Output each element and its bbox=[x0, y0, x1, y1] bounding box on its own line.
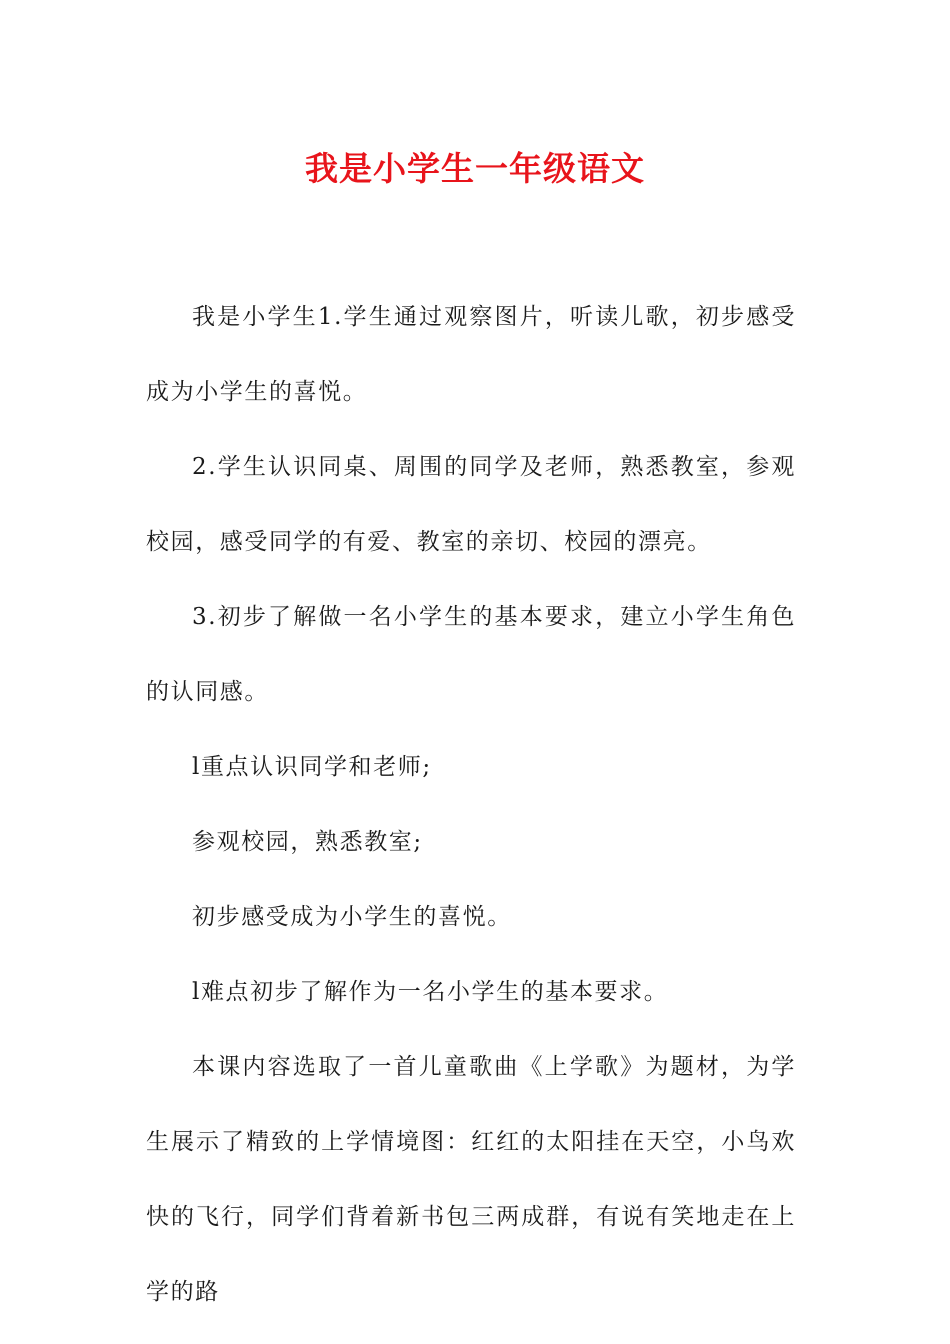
paragraph-1: 我是小学生1.学生通过观察图片，听读儿歌，初步感受成为小学生的喜悦。 bbox=[146, 304, 796, 405]
paragraph-key-point: l重点认识同学和老师; bbox=[192, 754, 432, 780]
document-title: 我是小学生一年级语文 bbox=[305, 149, 645, 188]
paragraph-2: 2.学生认识同桌、周围的同学及老师，熟悉教室，参观校园，感受同学的有爱、教室的亲切、校园的漂亮。 bbox=[146, 454, 796, 555]
paragraph-feel-joy: 初步感受成为小学生的喜悦。 bbox=[192, 904, 512, 930]
paragraph-lesson-content: 本课内容选取了一首儿童歌曲《上学歌》为题材，为学生展示了精致的上学情境图：红红的太阳挂在天空，小鸟欢快的飞行，同学们背着新书包三两成群，有说有笑地走在上学的路 bbox=[146, 1054, 796, 1305]
document-body bbox=[146, 280, 796, 1330]
paragraph-3: 3.初步了解做一名小学生的基本要求，建立小学生角色的认同感。 bbox=[146, 604, 796, 705]
paragraph-visit-campus: 参观校园，熟悉教室; bbox=[192, 829, 423, 855]
paragraph-difficult-point: l难点初步了解作为一名小学生的基本要求。 bbox=[192, 979, 669, 1005]
